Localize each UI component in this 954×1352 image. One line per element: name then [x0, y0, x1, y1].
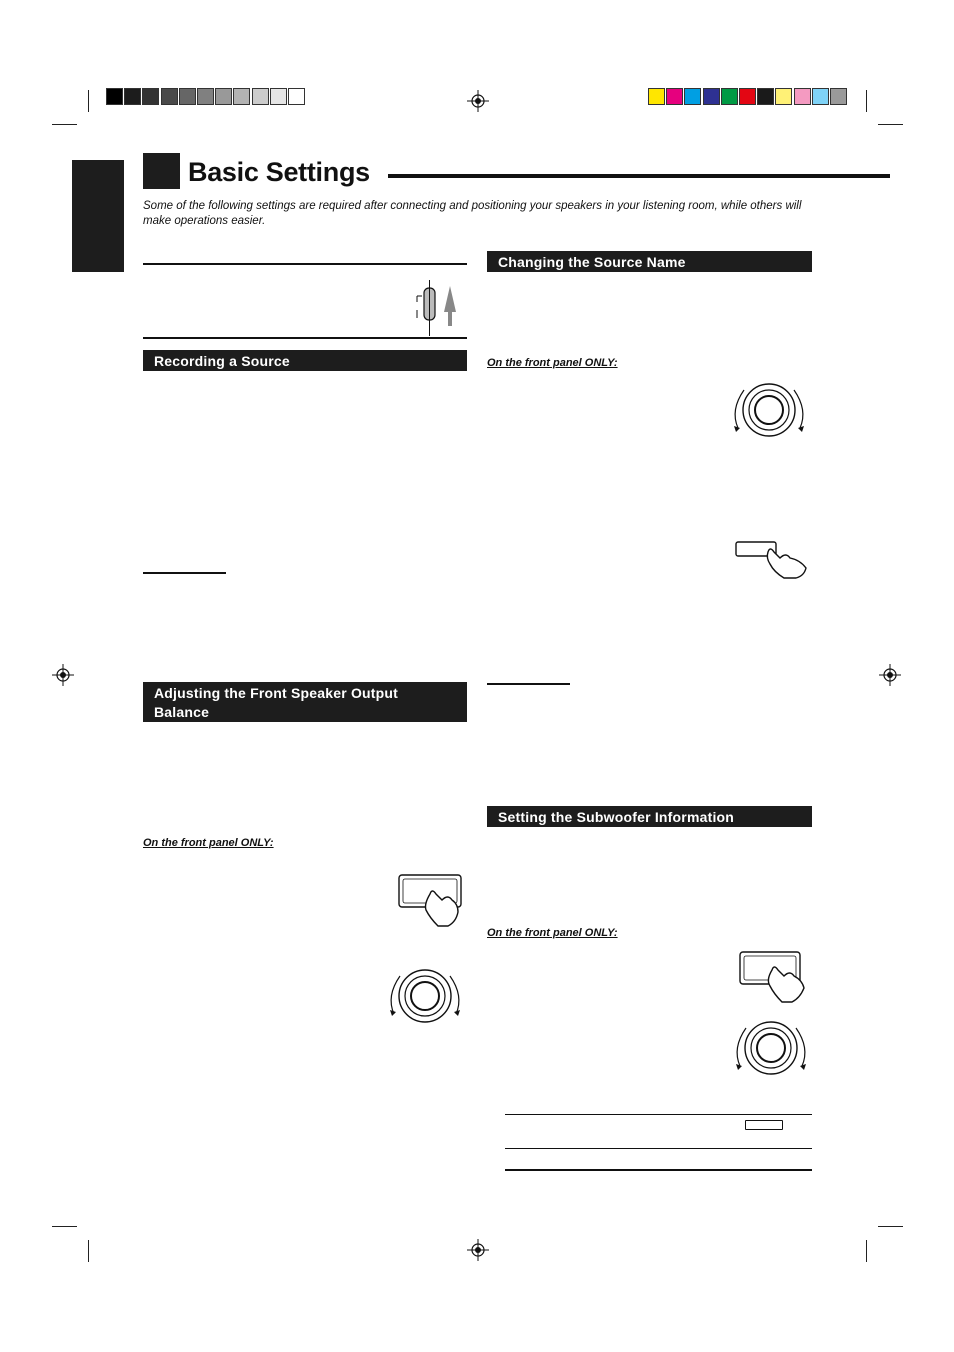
color-swatch: [233, 88, 250, 105]
registration-mark-icon: [467, 1239, 489, 1261]
slide-switch-icon: [414, 280, 460, 336]
note-rule: [487, 683, 570, 685]
color-swatch: [142, 88, 159, 105]
box-bottom-rule: [143, 337, 467, 339]
table-top-rule: [505, 1114, 812, 1115]
table-middle-rule: [505, 1148, 812, 1149]
color-swatch: [179, 88, 196, 105]
color-swatch: [288, 88, 305, 105]
box-top-rule: [143, 263, 467, 265]
color-swatch: [794, 88, 811, 105]
color-swatch: [775, 88, 792, 105]
color-swatch: [721, 88, 738, 105]
color-swatch: [161, 88, 178, 105]
section-heading-front-balance: Adjusting the Front Speaker Output Balance: [143, 682, 467, 722]
rotary-knob-icon: [730, 1016, 812, 1078]
color-swatch: [757, 88, 774, 105]
color-swatch: [739, 88, 756, 105]
language-tab: [72, 160, 124, 272]
color-swatch: [666, 88, 683, 105]
title-square: [143, 153, 180, 189]
page-title: Basic Settings: [188, 157, 370, 187]
color-swatch: [830, 88, 847, 105]
color-swatch: [215, 88, 232, 105]
section-heading-recording: Recording a Source: [143, 350, 467, 371]
button-press-hand-icon: [396, 872, 464, 928]
button-press-hand-icon: [736, 948, 810, 1004]
title-rule: [388, 174, 890, 178]
registration-mark-icon: [52, 664, 74, 686]
button-outline-icon: [745, 1120, 783, 1130]
button-press-hand-icon: [734, 538, 810, 580]
color-swatch: [812, 88, 829, 105]
crop-mark: [866, 90, 867, 112]
section-heading-subwoofer: Setting the Subwoofer Information: [487, 806, 812, 827]
registration-mark-icon: [467, 90, 489, 112]
front-panel-note: On the front panel ONLY:: [487, 927, 618, 939]
crop-mark: [866, 1240, 867, 1262]
registration-mark-icon: [879, 664, 901, 686]
color-swatch: [684, 88, 701, 105]
section-heading-source-name: Changing the Source Name: [487, 251, 812, 272]
crop-mark: [88, 1240, 89, 1262]
color-swatch: [106, 88, 123, 105]
crop-mark: [52, 1226, 77, 1227]
color-swatch: [703, 88, 720, 105]
intro-text: Some of the following settings are required after connecting and positioning your speakers in your listening room, while others will make operations easier.: [143, 200, 802, 227]
table-bottom-rule: [505, 1169, 812, 1171]
crop-mark: [878, 1226, 903, 1227]
color-swatch: [270, 88, 287, 105]
front-panel-note: On the front panel ONLY:: [143, 837, 274, 849]
color-swatch: [648, 88, 665, 105]
front-panel-note: On the front panel ONLY:: [487, 357, 618, 369]
rotary-knob-icon: [728, 380, 810, 442]
crop-mark: [88, 90, 89, 112]
crop-mark: [52, 124, 77, 125]
crop-mark: [878, 124, 903, 125]
color-swatch: [124, 88, 141, 105]
rotary-knob-icon: [384, 962, 466, 1024]
note-rule: [143, 572, 226, 574]
color-swatch: [252, 88, 269, 105]
color-swatch: [197, 88, 214, 105]
